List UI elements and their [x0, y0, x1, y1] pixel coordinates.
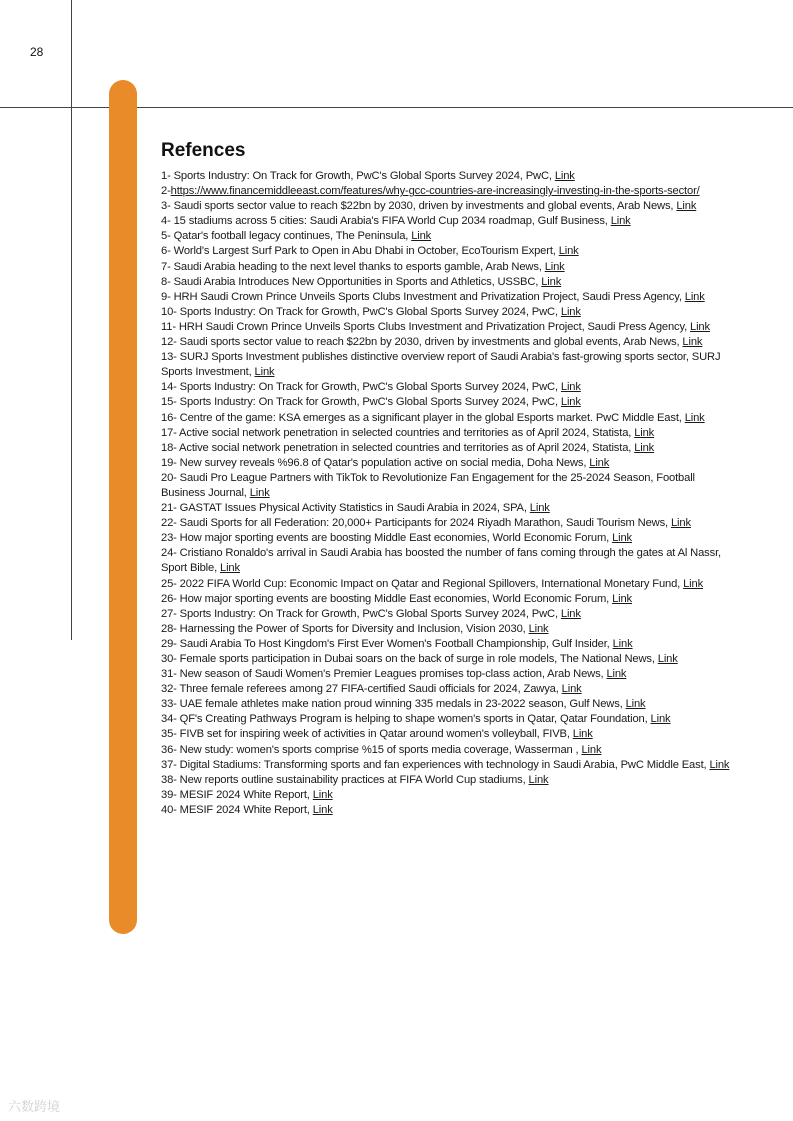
reference-link[interactable]: Link	[612, 637, 633, 650]
reference-link[interactable]: Link	[634, 441, 655, 454]
reference-item	[161, 712, 739, 727]
reference-item	[161, 788, 739, 803]
reference-link[interactable]: Link	[544, 260, 565, 273]
reference-text: 25- 2022 FIFA World Cup: Economic Impact on Qatar and Regional Spillovers, International Monetary Fund,	[161, 577, 684, 590]
reference-link[interactable]: Link	[528, 622, 549, 635]
reference-link[interactable]: Link	[561, 683, 582, 696]
reference-link[interactable]: Link	[683, 577, 704, 590]
reference-link[interactable]: Link	[657, 653, 678, 665]
reference-link[interactable]: Link	[529, 502, 550, 515]
reference-link[interactable]: Link	[682, 336, 703, 349]
reference-item	[161, 275, 739, 290]
reference-link[interactable]: Link	[676, 200, 697, 213]
reference-text: 39- MESIF 2024 White Report,	[161, 788, 313, 801]
vertical-rule	[71, 0, 72, 640]
reference-item	[161, 169, 739, 184]
reference-link[interactable]: Link	[254, 366, 275, 379]
reference-link[interactable]: Link	[634, 426, 655, 439]
reference-link[interactable]: Link	[690, 320, 710, 333]
reference-item	[161, 320, 739, 335]
reference-link[interactable]: Link	[554, 170, 575, 182]
reference-text: 40- MESIF 2024 White Report,	[161, 803, 313, 816]
references-list	[161, 169, 739, 818]
reference-text: 20- Saudi Pro League Partners with TikTok to Revolutionize Fan Engagement for the 25-2024 Season, Football Business Journal,	[161, 471, 695, 499]
reference-text: 14- Sports Industry: On Track for Growth, PwC's Global Sports Survey 2024, PwC,	[161, 381, 561, 394]
reference-text: 19- New survey reveals %96.8 of Qatar's population active on social media, Doha News,	[161, 456, 590, 469]
reference-item	[161, 260, 739, 275]
reference-text: 37- Digital Stadiums: Transforming sports and fan experiences with technology in Saudi Arabia, PwC Middle East,	[161, 758, 710, 771]
reference-text: 31- New season of Saudi Women's Premier Leagues promises top-class action, Arab News,	[161, 668, 607, 681]
reference-link[interactable]: Link	[411, 230, 432, 243]
reference-item	[161, 592, 739, 607]
reference-text: 35- FIVB set for inspiring week of activities in Qatar around women's volleyball, FIVB,	[161, 728, 573, 741]
reference-item	[161, 727, 739, 742]
reference-text: 15- Sports Industry: On Track for Growth, PwC's Global Sports Survey 2024, PwC,	[161, 396, 561, 409]
reference-text: 18- Active social network penetration in selected countries and territories as of April 2024, Statista,	[161, 441, 635, 454]
reference-text: 13- SURJ Sports Investment publishes distinctive overview report of Saudi Arabia's fast-growing sports sector, SURJ Sports Investment,	[161, 351, 721, 379]
orange-accent-bar	[109, 80, 137, 934]
reference-item	[161, 471, 739, 501]
reference-text: 23- How major sporting events are boosting Middle East economies, World Economic Forum,	[161, 532, 613, 545]
reference-item	[161, 184, 739, 199]
reference-link[interactable]: Link	[670, 517, 691, 530]
reference-text: 10- Sports Industry: On Track for Growth, PwC's Global Sports Survey 2024, PwC,	[161, 305, 561, 318]
reference-item	[161, 305, 739, 320]
reference-text: 30- Female sports participation in Dubai soars on the back of surge in role models, The National News,	[161, 653, 658, 665]
reference-item	[161, 773, 739, 788]
reference-item	[161, 214, 739, 229]
reference-text: 26- How major sporting events are boosting Middle East economies, World Economic Forum,	[161, 592, 613, 605]
reference-text: 38- New reports outline sustainability practices at FIFA World Cup stadiums,	[161, 773, 529, 786]
reference-link[interactable]: Link	[610, 215, 631, 228]
reference-url-link[interactable]: https://www.financemiddleeast.com/features/why-gcc-countries-are-increasingly-investing-in-the-sports-sector/	[170, 185, 700, 198]
reference-text: 32- Three female referees among 27 FIFA-certified Saudi officials for 2024, Zawya,	[161, 683, 562, 696]
reference-item	[161, 426, 739, 441]
reference-link[interactable]: Link	[612, 592, 633, 605]
reference-item	[161, 577, 739, 592]
reference-text: 27- Sports Industry: On Track for Growth, PwC's Global Sports Survey 2024, PwC,	[161, 607, 561, 620]
reference-link[interactable]: Link	[625, 698, 646, 711]
reference-link[interactable]: Link	[312, 803, 333, 816]
reference-item	[161, 531, 739, 546]
reference-link[interactable]: Link	[541, 275, 562, 288]
reference-item	[161, 244, 739, 259]
reference-item	[161, 637, 739, 652]
reference-item	[161, 622, 739, 637]
reference-link[interactable]: Link	[560, 305, 581, 318]
reference-text: 21- GASTAT Issues Physical Activity Statistics in Saudi Arabia in 2024, SPA,	[161, 502, 530, 515]
reference-link[interactable]: Link	[312, 788, 333, 801]
reference-text: 8- Saudi Arabia Introduces New Opportunities in Sports and Athletics, USSBC,	[161, 275, 542, 288]
reference-link[interactable]: Link	[606, 668, 627, 681]
reference-link[interactable]: Link	[572, 728, 593, 741]
reference-link[interactable]: Link	[560, 381, 581, 394]
reference-text: 2-	[161, 185, 171, 198]
reference-link[interactable]: Link	[528, 773, 549, 786]
reference-link[interactable]: Link	[612, 532, 633, 545]
reference-text: 17- Active social network penetration in selected countries and territories as of April 2024, Statista,	[161, 426, 635, 439]
reference-link[interactable]: Link	[220, 562, 240, 575]
reference-text: 1- Sports Industry: On Track for Growth, PwC's Global Sports Survey 2024, PwC,	[161, 170, 555, 182]
reference-link[interactable]: Link	[581, 743, 602, 756]
reference-link[interactable]: Link	[650, 713, 671, 726]
reference-link[interactable]: Link	[560, 607, 581, 620]
reference-item	[161, 395, 739, 410]
page-number: 28	[30, 45, 44, 59]
reference-item	[161, 456, 739, 471]
reference-item	[161, 697, 739, 712]
reference-text: 11- HRH Saudi Crown Prince Unveils Sports Clubs Investment and Privatization Project, Saudi Press Agency,	[161, 320, 691, 333]
reference-item	[161, 667, 739, 682]
reference-link[interactable]: Link	[589, 456, 610, 469]
reference-text: 16- Centre of the game: KSA emerges as a significant player in the global Esports market. PwC Middle East,	[161, 411, 685, 424]
reference-item	[161, 546, 739, 576]
reference-item	[161, 607, 739, 622]
reference-text: 9- HRH Saudi Crown Prince Unveils Sports Clubs Investment and Privatization Project, Saudi Press Agency,	[161, 290, 685, 303]
reference-item	[161, 335, 739, 350]
reference-text: 4- 15 stadiums across 5 cities: Saudi Arabia's FIFA World Cup 2034 roadmap, Gulf Business,	[161, 215, 611, 228]
reference-text: 36- New study: women's sports comprise %15 of sports media coverage, Wasserman ,	[161, 743, 582, 756]
reference-item	[161, 501, 739, 516]
references-heading: Refences	[161, 140, 246, 161]
reference-link[interactable]: Link	[684, 411, 705, 424]
reference-text: 28- Harnessing the Power of Sports for Diversity and Inclusion, Vision 2030,	[161, 622, 529, 635]
reference-item	[161, 441, 739, 456]
reference-item	[161, 682, 739, 697]
reference-item	[161, 199, 739, 214]
reference-text: 3- Saudi sports sector value to reach $22bn by 2030, driven by investments and global events, Arab News,	[161, 200, 677, 213]
reference-text: 7- Saudi Arabia heading to the next level thanks to esports gamble, Arab News,	[161, 260, 545, 273]
reference-item	[161, 758, 739, 773]
reference-text: 24- Cristiano Ronaldo's arrival in Saudi Arabia has boosted the number of fans coming through the gates at Al Nassr, Sport Bible,	[161, 547, 721, 575]
reference-item	[161, 803, 739, 818]
reference-text: 29- Saudi Arabia To Host Kingdom's First Ever Women's Football Championship, Gulf Insider,	[161, 637, 613, 650]
reference-text: 34- QF's Creating Pathways Program is helping to shape women's sports in Qatar, Qatar Foundation,	[161, 713, 651, 726]
reference-text: 33- UAE female athletes make nation proud winning 335 medals in 23-2022 season, Gulf News,	[161, 698, 626, 711]
reference-link[interactable]: Link	[558, 245, 579, 258]
reference-text: 12- Saudi sports sector value to reach $22bn by 2030, driven by investments and global events, Arab News,	[161, 336, 683, 349]
reference-item	[161, 743, 739, 758]
reference-link[interactable]: Link	[709, 758, 730, 771]
reference-item	[161, 380, 739, 395]
watermark-logo: 六数跨境	[8, 1099, 61, 1114]
reference-link[interactable]: Link	[684, 290, 705, 303]
reference-item	[161, 516, 739, 531]
reference-text: 22- Saudi Sports for all Federation: 20,000+ Participants for 2024 Riyadh Marathon, Saudi Tourism News,	[161, 517, 671, 530]
reference-item	[161, 411, 739, 426]
reference-item	[161, 229, 739, 244]
reference-text: 5- Qatar's football legacy continues, The Peninsula,	[161, 230, 412, 243]
reference-item	[161, 652, 739, 667]
reference-link[interactable]: Link	[249, 486, 270, 499]
reference-item	[161, 350, 739, 380]
reference-text: 6- World's Largest Surf Park to Open in Abu Dhabi in October, EcoTourism Expert,	[161, 245, 559, 258]
reference-link[interactable]: Link	[560, 396, 581, 409]
reference-item	[161, 290, 739, 305]
